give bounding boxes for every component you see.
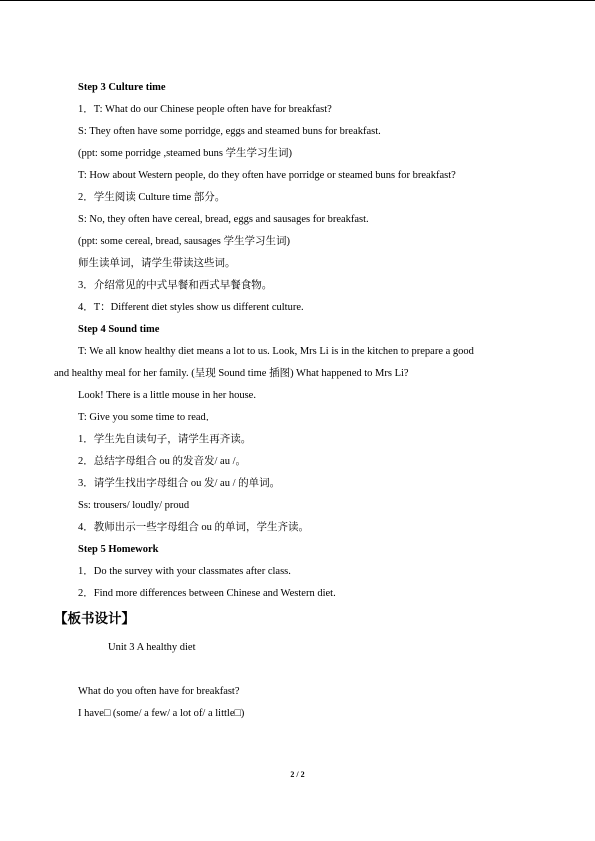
paragraph-line: 1．T: What do our Chinese people often have for breakfast?	[78, 104, 332, 115]
paragraph-line: 师生读单词，请学生带读这些词。	[78, 258, 236, 269]
board-answer: I have□ (some/ a few/ a lot of/ a little□)	[78, 708, 245, 719]
paragraph-line: 1．Do the survey with your classmates after class.	[78, 566, 291, 577]
paragraph-line: 1．学生先自读句子，请学生再齐读。	[78, 434, 252, 445]
paragraph-line: 2．学生阅读 Culture time 部分。	[78, 192, 226, 203]
paragraph-line: S: No, they often have cereal, bread, eggs and sausages for breakfast.	[78, 214, 369, 225]
top-rule	[0, 0, 595, 1]
board-unit-title: Unit 3 A healthy diet	[108, 642, 196, 653]
paragraph-line: 3．介绍常见的中式早餐和西式早餐食物。	[78, 280, 273, 291]
step3-heading: Step 3 Culture time	[78, 82, 166, 93]
paragraph-line: 3．请学生找出字母组合 ou 发/ au / 的单词。	[78, 478, 281, 489]
paragraph-line: and healthy meal for her family. (呈现 Sound time 插图) What happened to Mrs Li?	[54, 368, 409, 379]
step4-heading: Step 4 Sound time	[78, 324, 160, 335]
paragraph-line: T: We all know healthy diet means a lot to us. Look, Mrs Li is in the kitchen to prepare a good	[78, 346, 474, 357]
paragraph-line: 2．总结字母组合 ou 的发音发/ au /。	[78, 456, 246, 467]
paragraph-line: 4．教师出示一些字母组合 ou 的单词，学生齐读。	[78, 522, 309, 533]
step5-heading: Step 5 Homework	[78, 544, 159, 555]
paragraph-line: (ppt: some porridge ,steamed buns 学生学习生词)	[78, 148, 293, 159]
paragraph-line: T: How about Western people, do they often have porridge or steamed buns for breakfast?	[78, 170, 456, 181]
paragraph-line: S: They often have some porridge, eggs and steamed buns for breakfast.	[78, 126, 381, 137]
paragraph-line: T: Give you some time to read．	[78, 412, 217, 423]
paragraph-line: 4．T：Different diet styles show us different culture.	[78, 302, 304, 313]
paragraph-line: Ss: trousers/ loudly/ proud	[78, 500, 190, 511]
paragraph-line: 2．Find more differences between Chinese and Western diet.	[78, 588, 336, 599]
paragraph-line: (ppt: some cereal, bread, sausages 学生学习生词)	[78, 236, 290, 247]
page-number: 2 / 2	[290, 770, 305, 779]
board-design-heading: 【板书设计】	[54, 611, 135, 627]
board-question: What do you often have for breakfast?	[78, 686, 240, 697]
paragraph-line: Look! There is a little mouse in her house.	[78, 390, 256, 401]
